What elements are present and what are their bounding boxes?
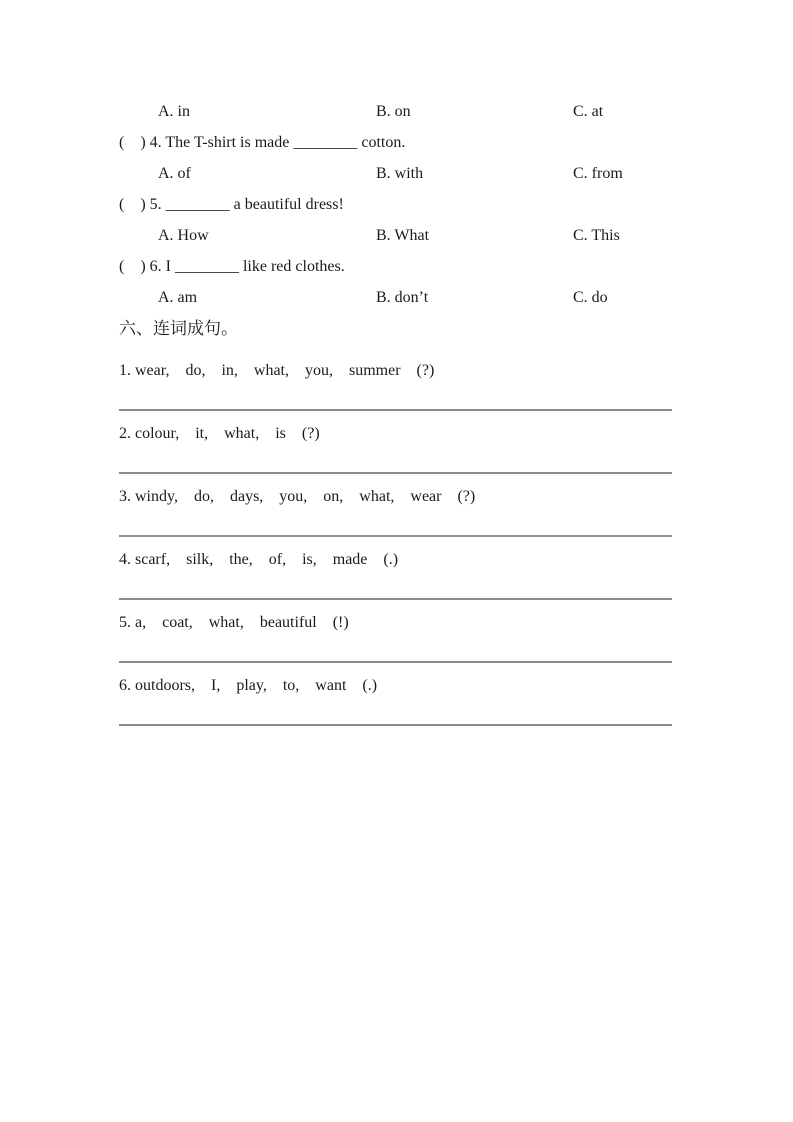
options-row [119,220,672,251]
arrange-item [119,422,672,485]
question-text: ( ) 4. The T-shirt is made ________ cotton. [119,134,406,151]
arrange-sentence [119,485,672,509]
multiple-choice-block [119,96,672,313]
option-a: A. in [158,103,190,120]
item-number: 1. [119,362,131,379]
arrange-item [119,548,672,611]
answer-line [119,472,672,474]
item-number: 4. [119,551,131,568]
arrange-sentence [119,548,672,572]
options-row [119,158,672,189]
item-number: 2. [119,425,131,442]
option-c: C. do [573,289,608,306]
item-words: a, coat, what, beautiful (!) [135,614,349,631]
arrange-block [119,359,672,737]
arrange-sentence [119,422,672,446]
question-text: ( ) 6. I ________ like red clothes. [119,258,345,275]
option-b: B. What [376,227,430,244]
option-a: A. of [158,165,191,182]
item-words: scarf, silk, the, of, is, made (.) [135,551,399,568]
section-heading: 六、连词成句。 [119,319,238,338]
option-a: A. How [158,227,209,244]
options-row [119,282,672,313]
item-words: colour, it, what, is (?) [135,425,320,442]
arrange-item [119,611,672,674]
arrange-sentence [119,674,672,698]
answer-line [119,409,672,411]
item-number: 3. [119,488,131,505]
option-b: B. don’t [376,289,429,306]
answer-line [119,598,672,600]
arrange-item [119,674,672,737]
arrange-item [119,359,672,422]
option-a: A. am [158,289,198,306]
item-number: 6. [119,677,131,694]
options-row [119,96,672,127]
option-c: C. at [573,103,604,120]
option-b: B. on [376,103,411,120]
arrange-item [119,485,672,548]
answer-line [119,724,672,726]
item-number: 5. [119,614,131,631]
option-c: C. from [573,165,623,182]
answer-line [119,535,672,537]
arrange-sentence [119,359,672,383]
item-words: wear, do, in, what, you, summer (?) [135,362,435,379]
answer-line [119,661,672,663]
question-text: ( ) 5. ________ a beautiful dress! [119,196,344,213]
option-c: C. This [573,227,620,244]
arrange-sentence [119,611,672,635]
item-words: windy, do, days, you, on, what, wear (?) [135,488,476,505]
item-words: outdoors, I, play, to, want (.) [135,677,378,694]
option-b: B. with [376,165,424,182]
